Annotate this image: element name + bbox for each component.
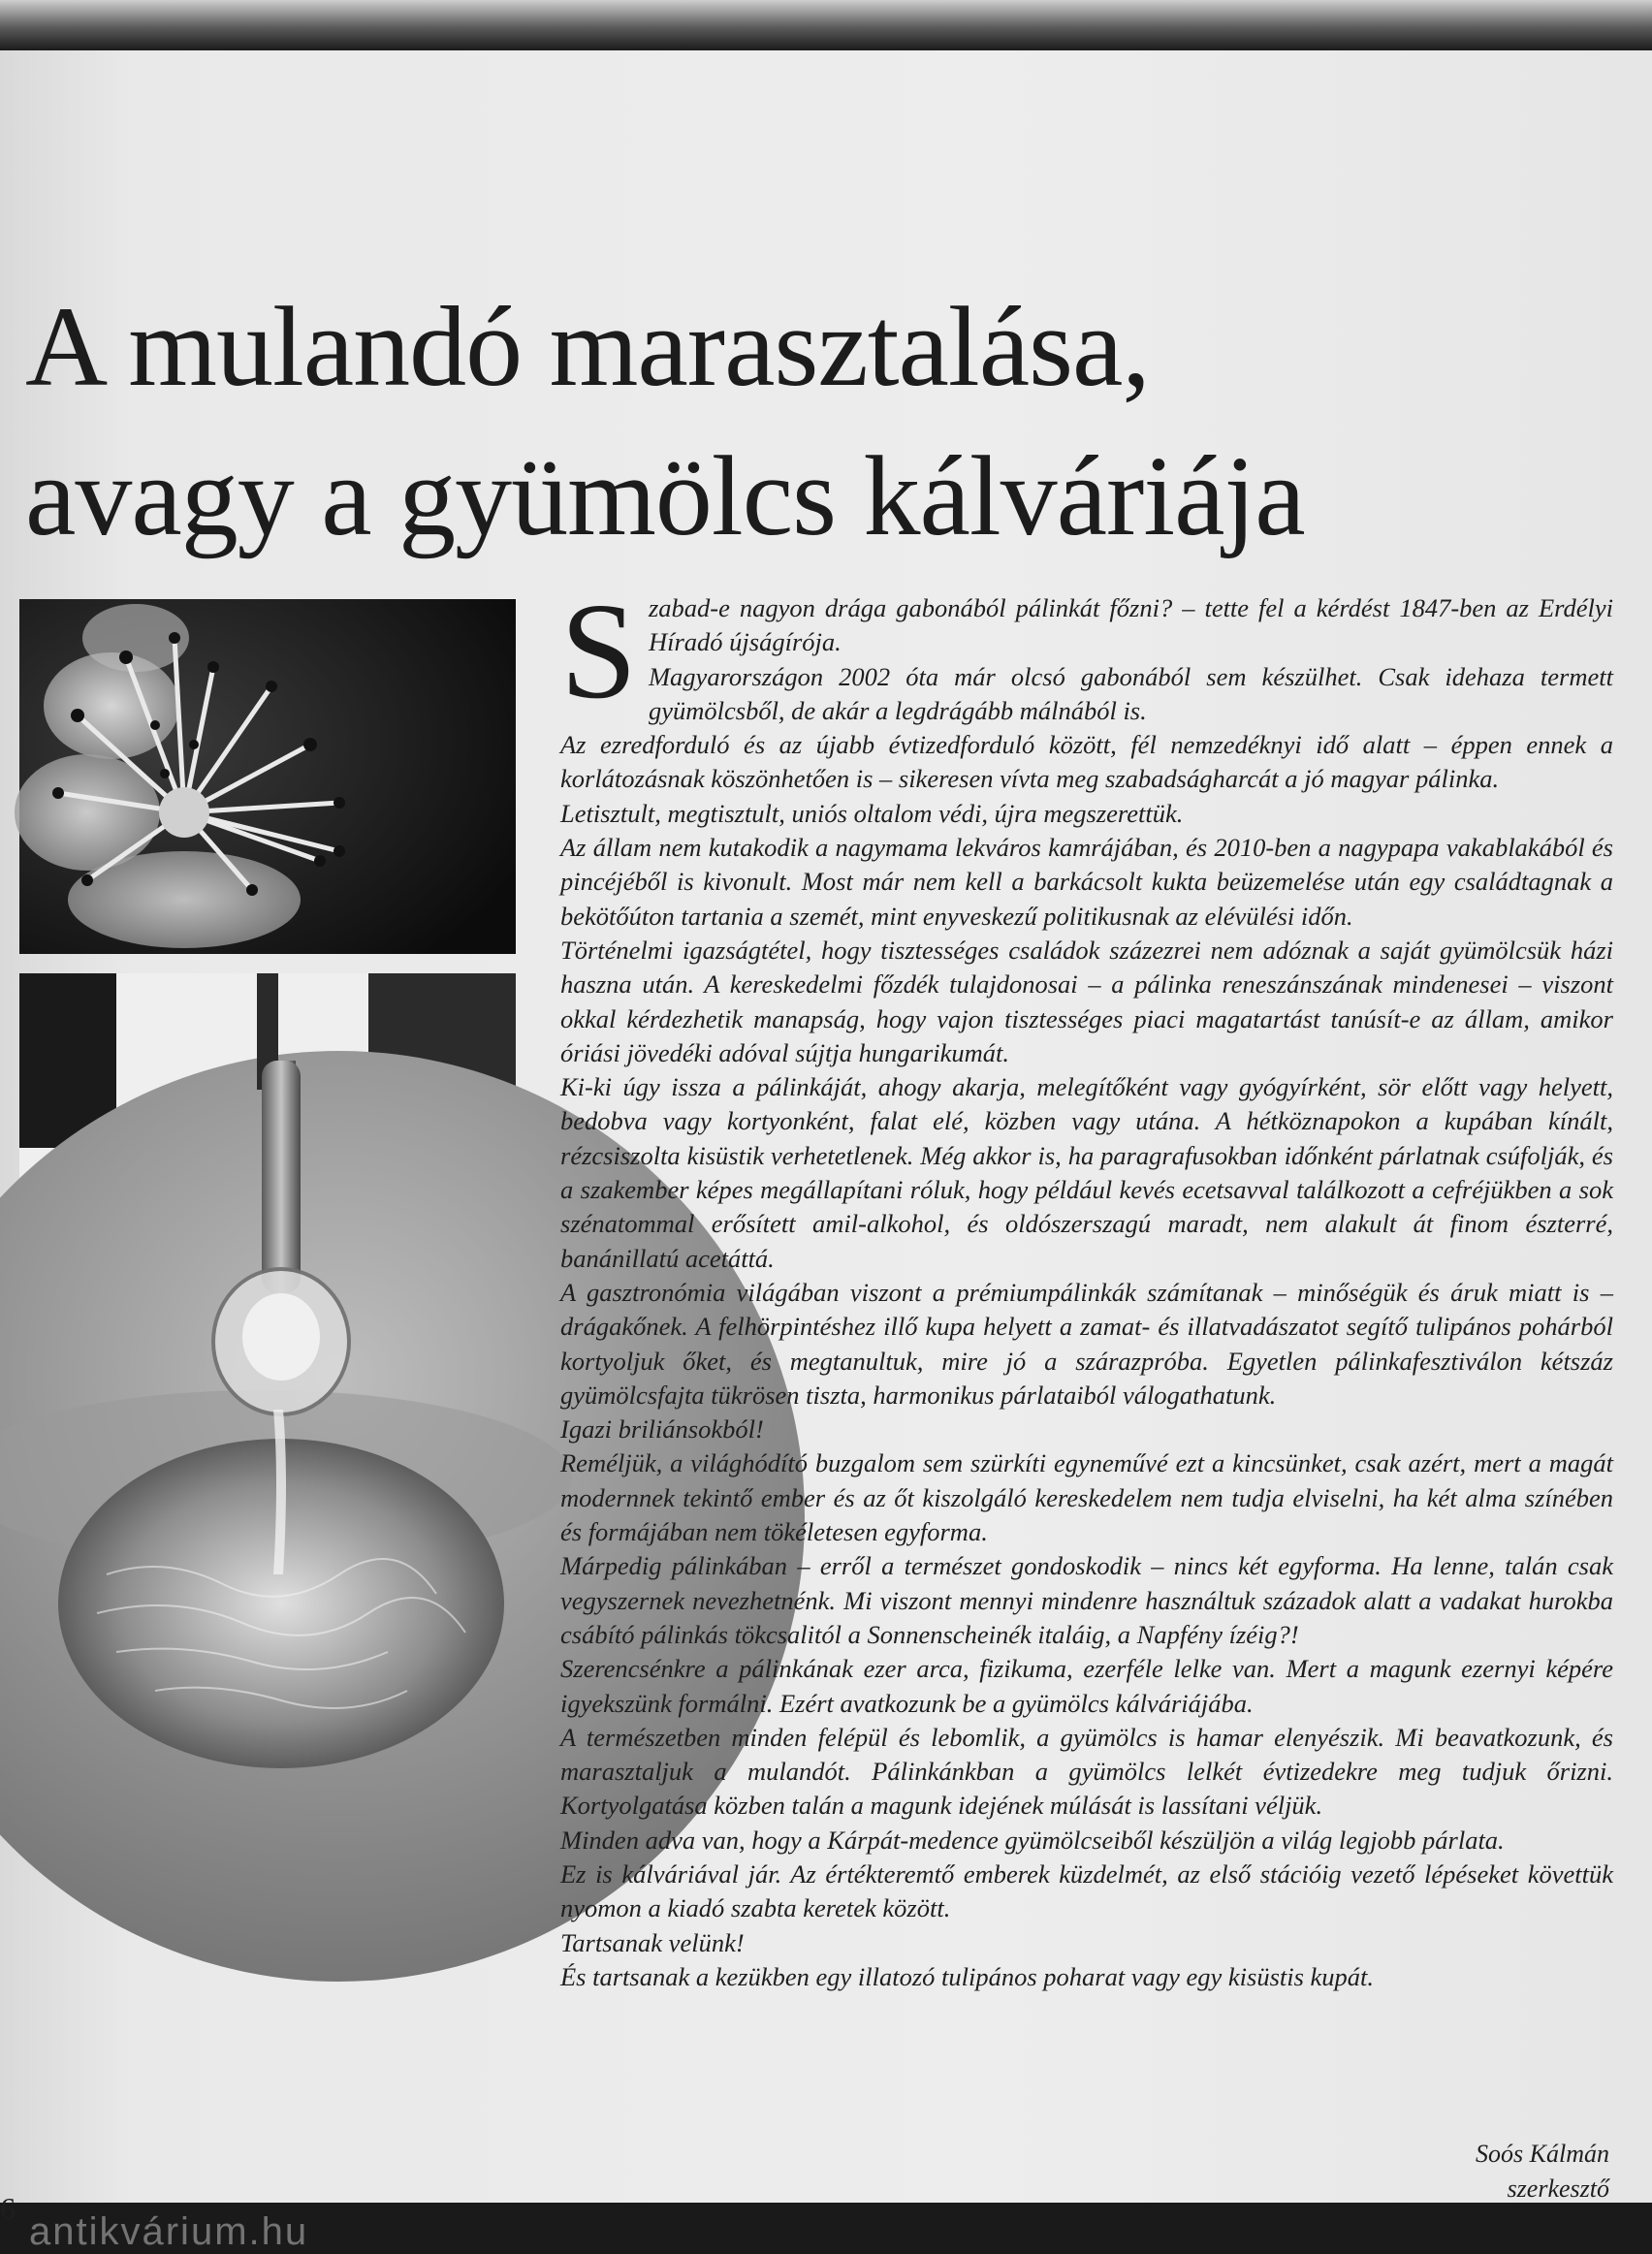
author-name: Soós Kálmán — [1476, 2140, 1609, 2168]
paragraph: Reméljük, a világhódító buzgalom sem szürkíti egyneművé ezt a kincsünket, csak azért, mert a magát modernnek tekintő ember és az őt kiszolgáló kereskedelem nem tudja elviselni, ha két alma színében és formájában nem tökéletesen egyforma. — [560, 1448, 1613, 1547]
pouring-spout-photo — [19, 973, 516, 1733]
page-top-edge — [0, 0, 1652, 50]
paragraph: Letisztult, megtisztult, uniós oltalom védi, újra megszerettük. — [560, 798, 1184, 828]
author-signature — [1476, 2137, 1609, 2206]
title-line-2: avagy a gyümölcs kálváriája — [25, 432, 1305, 560]
paragraph: És tartsanak a kezükben egy illatozó tulipános poharat vagy egy kisüstis kupát. — [560, 1961, 1375, 1991]
paragraph: Márpedig pálinkában – erről a természet gondoskodik – nincs két egyforma. Ha lenne, talán csak vegyszernek nevezhetnénk. Mi viszont mennyi mindenre használtuk századok alatt a vadakat hurokba csábító pálinkás tökcsalitól a Sonnenscheinék italáig, a Napfény ízéig?! — [560, 1551, 1613, 1649]
paragraph: Magyarországon 2002 óta már olcsó gabonából sem készülhet. Csak idehaza termett gyümölcsből, de akár a legdrágább málnából is. — [648, 661, 1613, 725]
paragraph: Ki-ki úgy issza a pálinkáját, ahogy akarja, melegítőként vagy gyógyírként, sör előtt vagy helyett, bedobva vagy kortyonként, falat elé, közben vagy utána. A hétköznapokon a kupában kínált, rézcsiszolta kisüstik verhetetlenek. Még akkor is, ha paragrafusokban időnként párlatnak csúfolják, és a szakember képes megállapítani róluk, hogy például kevés ecetsavval találkozott a cefréjükben a sok szénatommal erősített amil-alkohol, és oldószerszagú maradt, nem alakult át finom észterré, banánillatú acetáttá. — [560, 1072, 1613, 1273]
flower-image — [19, 599, 516, 954]
paragraph: Igazi briliánsokból! — [560, 1414, 764, 1444]
paragraph: Az ezredforduló és az újabb évtizedforduló között, fél nemzedéknyi idő alatt – éppen ennek a korlátozásnak köszönhetően is – sikeresen vívta meg szabadságharcát a jó magyar pálinka. — [560, 730, 1613, 794]
drop-cap: S — [560, 574, 637, 727]
title-line-1: A mulandó marasztalása, — [25, 283, 1150, 411]
paragraph: Ez is kálváriával jár. Az értékteremtő emberek küzdelmét, az első stációig vezető lépéseket követtük nyomon a kiadó szabta keretek között. — [560, 1858, 1613, 1923]
paragraph: zabad-e nagyon drága gabonából pálinkát főzni? – tette fel a kérdést 1847-ben az Erdélyi Híradó újságírója. — [648, 593, 1613, 657]
watermark: antikvárium.hu — [29, 2210, 309, 2253]
paragraph: Szerencsénkre a pálinkának ezer arca, fizikuma, ezerféle lelke van. Mert a magunk ezernyi képére igyekszünk formálni. Ezért avatkozunk be a gyümölcs kálváriájába. — [560, 1654, 1613, 1718]
paragraph: A természetben minden felépül és lebomlik, a gyümölcs is hamar elenyészik. Mi beavatkozunk, és marasztaljuk a mulandót. Pálinkánkban a gyümölcs lelkét évtizedekre meg tudjuk őrizni. Kortyolgatása közben talán a magunk idejének múlását is lassítani véljük. — [560, 1722, 1613, 1821]
article-body — [560, 574, 1613, 1994]
paragraph: Tartsanak velünk! — [560, 1927, 745, 1957]
paragraph: Minden adva van, hogy a Kárpát-medence gyümölcseiből készüljön a világ legjobb párlata. — [560, 1825, 1505, 1855]
paragraph: Az állam nem kutakodik a nagymama lekváros kamrájában, és 2010-ben a nagypapa vakablakából és pincéjéből is kivonult. Most már nem kell a barkácsolt kukta beüzemelése után egy családtagnak a bekötőúton tartania a szemét, mint enyveskezű politikusnak az elévülési időn. — [560, 833, 1613, 931]
paragraph: Történelmi igazságtétel, hogy tisztességes családok százezrei nem adóznak a saját gyümölcsük házi haszna után. A kereskedelmi főzdék tulajdonosai – a pálinka reneszánszának mindenesei – viszont okkal kérdezhetik manapság, hogy vajon tisztességes piaci magatartást tanúsít-e az állam, amikor óriási jövedéki adóval sújtja hungarikumát. — [560, 935, 1613, 1067]
article-title — [25, 272, 1576, 571]
flower-photo — [19, 599, 516, 954]
page-number: 6 — [0, 2191, 16, 2226]
magazine-page — [0, 50, 1652, 2253]
spout-image — [19, 973, 516, 1733]
author-role: szerkesztő — [1507, 2175, 1609, 2203]
paragraph: A gasztronómia világában viszont a prémiumpálinkák számítanak – minőségük és áruk miatt is – drágakőnek. A felhörpintéshez illő kupa helyett a zamat- és illatvadászatot segítő tulipános pohárból kortyoljuk őket, és megtanultuk, mire jó a szárazpróba. Egyetlen pálinkafesztiválon kétszáz gyümölcsfajta tükrösen tiszta, harmonikus párlataiból válogathatunk. — [560, 1277, 1613, 1410]
